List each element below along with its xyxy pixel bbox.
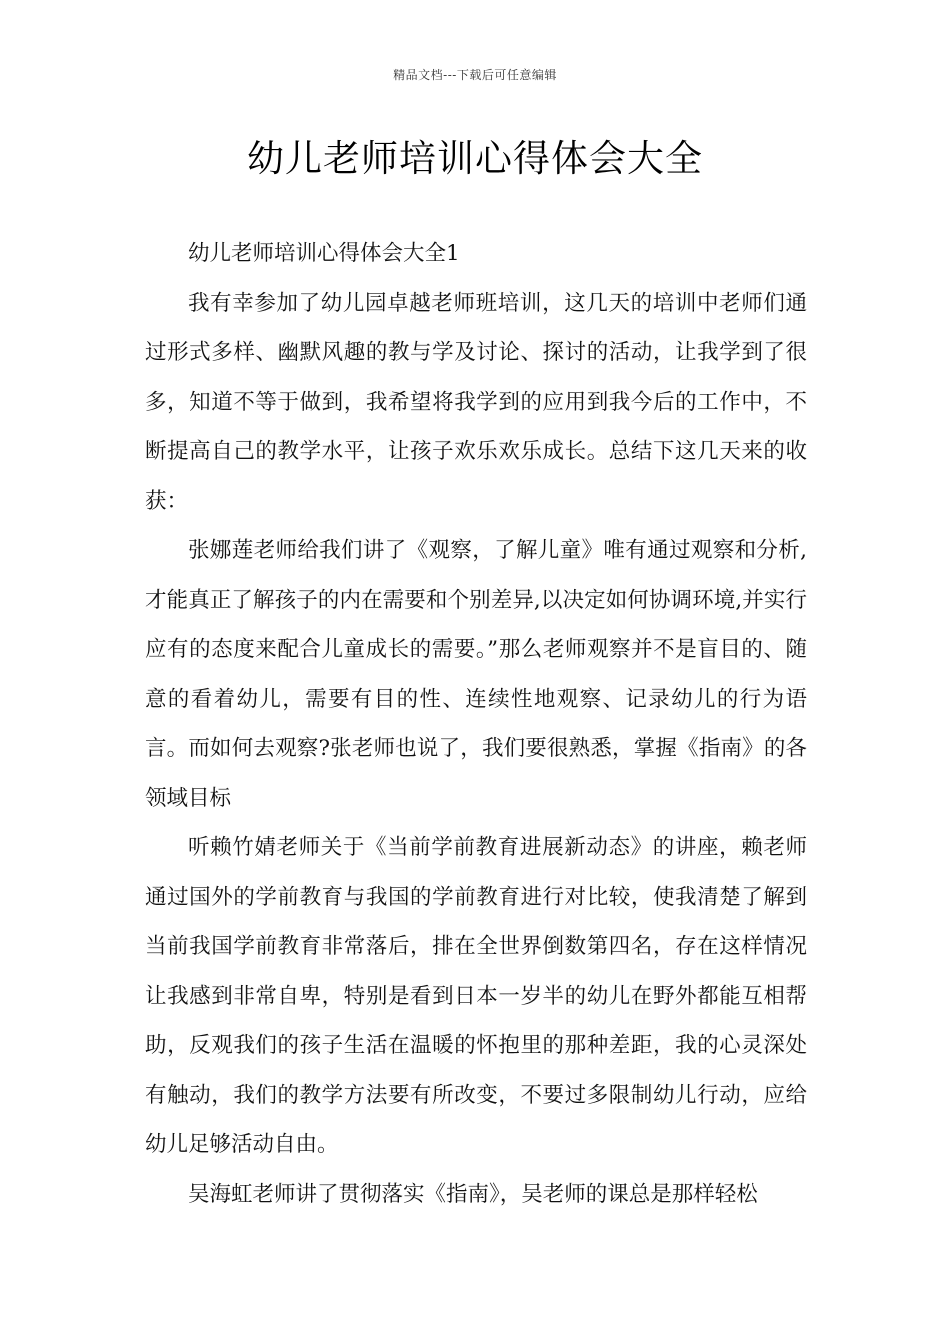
section-subtitle: 幼儿老师培训心得体会大全1: [188, 241, 460, 266]
paragraph: 张娜莲老师给我们讲了《观察，了解儿童》唯有通过观察和分析,才能真正了解孩子的内在需要和个别差异,以决定如何协调环境,并实行应有的态度来配合儿童成长的需要。”那么老师观察并不是盲目的、随意的看着幼儿，需要有目的性、连续性地观察、记录幼儿的行为语言。而如何去观察?张老师也说了，我们要很熟悉，掌握《指南》的各领域目标: [145, 538, 807, 811]
paragraph: 我有幸参加了幼儿园卓越老师班培训，这几天的培训中老师们通过形式多样、幽默风趣的教与学及讨论、探讨的活动，让我学到了很多，知道不等于做到，我希望将我学到的应用到我今后的工作中，不断提高自己的教学水平，让孩子欢乐欢乐成长。总结下这几天来的收获：: [145, 290, 807, 514]
paragraph: 听赖竹婧老师关于《当前学前教育进展新动态》的讲座，赖老师通过国外的学前教育与我国的学前教育进行对比较，使我清楚了解到当前我国学前教育非常落后，排在全世界倒数第四名，存在这样情况让我感到非常自卑，特别是看到日本一岁半的幼儿在野外都能互相帮助，反观我们的孩子生活在温暖的怀抱里的那种差距，我的心灵深处有触动，我们的教学方法要有所改变，不要过多限制幼儿行动，应给幼儿足够活动自由。: [145, 835, 807, 1157]
document-title: 幼儿老师培训心得体会大全: [247, 137, 703, 180]
paragraph: 吴海虹老师讲了贯彻落实《指南》，吴老师的课总是那样轻松: [188, 1181, 758, 1207]
document-body: [145, 229, 807, 1219]
header-note: 精品文档---下载后可任意编辑: [393, 68, 557, 82]
